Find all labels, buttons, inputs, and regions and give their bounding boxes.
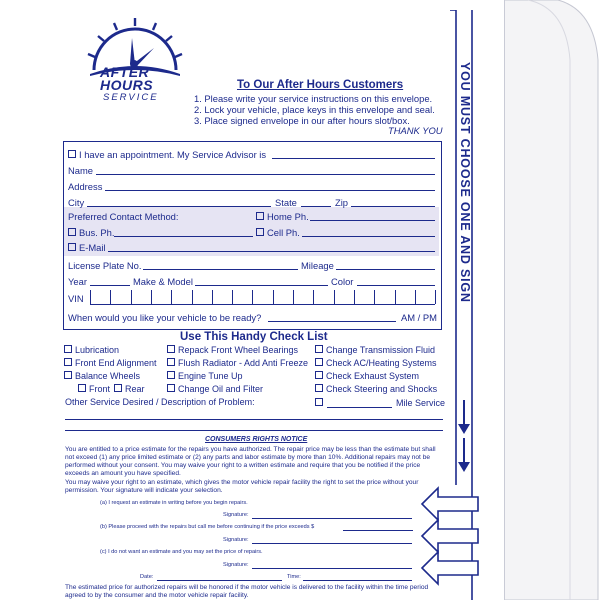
zip-field[interactable] bbox=[351, 206, 435, 207]
appointment-label: I have an appointment. My Service Advisor is bbox=[68, 149, 266, 160]
checklist-title: Use This Handy Check List bbox=[180, 331, 328, 343]
vin-box-divider bbox=[171, 290, 172, 304]
check-lubrication[interactable]: Lubrication bbox=[64, 345, 119, 355]
option-c-text: (c) I do not want an estimate and you may set the price of repairs. bbox=[100, 549, 263, 555]
envelope-flap bbox=[498, 0, 600, 600]
check-rear[interactable]: Rear bbox=[114, 384, 145, 394]
price-limit-field[interactable] bbox=[343, 530, 413, 531]
instruction-3: 3. Place signed envelope in our after hours slot/box. bbox=[194, 115, 410, 127]
state-field[interactable] bbox=[301, 206, 331, 207]
vin-box-divider bbox=[212, 290, 213, 304]
business-phone-field[interactable] bbox=[114, 236, 253, 237]
email-checkbox[interactable] bbox=[68, 243, 76, 251]
city-field[interactable] bbox=[87, 206, 271, 207]
license-plate-label: License Plate No. bbox=[68, 260, 142, 271]
checkbox[interactable] bbox=[167, 384, 175, 392]
name-label: Name bbox=[68, 165, 94, 176]
ready-time-field[interactable] bbox=[268, 321, 396, 322]
thank-you-text: THANK YOU bbox=[388, 125, 443, 136]
vin-box-divider bbox=[232, 290, 233, 304]
mileage-label: Mileage bbox=[301, 260, 334, 271]
checkbox[interactable] bbox=[64, 345, 72, 353]
mile-service-field[interactable] bbox=[327, 407, 392, 408]
year-field[interactable] bbox=[90, 285, 130, 286]
checkbox[interactable] bbox=[315, 384, 323, 392]
checkbox[interactable] bbox=[315, 358, 323, 366]
am-pm-label: AM / PM bbox=[401, 312, 437, 323]
email-field[interactable] bbox=[108, 251, 435, 252]
rights-footer-text: The estimated price for authorized repairs will be honored if the motor vehicle is delivered to the facility within the time period agreed to by the consumer and the motor vehicle repair facility. bbox=[65, 584, 429, 600]
license-plate-field[interactable] bbox=[143, 269, 298, 270]
year-label: Year bbox=[68, 276, 87, 287]
instruction-1: 1. Please write your service instructions on this envelope. bbox=[194, 93, 433, 104]
rights-notice-title: CONSUMERS RIGHTS NOTICE bbox=[205, 436, 308, 443]
home-phone-field[interactable] bbox=[310, 220, 435, 221]
signature-a-label: Signature: bbox=[223, 512, 249, 518]
state-label: State bbox=[275, 197, 297, 208]
option-b-text: (b) Please proceed with the repairs but call me before continuing if the price exceeds $ bbox=[100, 524, 315, 530]
page-title: To Our After Hours Customers bbox=[237, 79, 404, 91]
checkbox[interactable] bbox=[78, 384, 86, 392]
vin-label: VIN bbox=[68, 293, 84, 304]
check-mile-service[interactable] bbox=[315, 398, 326, 408]
vin-box-divider bbox=[252, 290, 253, 304]
checkbox[interactable] bbox=[64, 358, 72, 366]
down-arrow-icon bbox=[456, 438, 472, 474]
rights-paragraph-2: You may waive your right to an estimate, which gives the motor vehicle repair facility the right to set the price without your permission. Your signature will indicate your selection. bbox=[65, 479, 419, 495]
vin-box-divider bbox=[395, 290, 396, 304]
time-label: Time: bbox=[287, 574, 301, 580]
name-field[interactable] bbox=[96, 174, 435, 175]
check-front-end-alignment[interactable]: Front End Alignment bbox=[64, 358, 157, 368]
check-flush-radiator[interactable]: Flush Radiator - Add Anti Freeze bbox=[167, 358, 308, 368]
vin-box-divider bbox=[90, 290, 91, 304]
home-phone-checkbox[interactable] bbox=[256, 212, 264, 220]
vin-box-divider bbox=[374, 290, 375, 304]
make-model-label: Make & Model bbox=[133, 276, 193, 287]
instructions-list bbox=[194, 93, 435, 127]
signature-c-field[interactable] bbox=[252, 568, 412, 569]
vin-box-divider bbox=[415, 290, 416, 304]
check-repack-bearings[interactable]: Repack Front Wheel Bearings bbox=[167, 345, 298, 355]
vin-box-divider bbox=[131, 290, 132, 304]
left-arrow-icon bbox=[420, 518, 480, 554]
ready-time-label: When would you like your vehicle to be ready? bbox=[68, 312, 262, 323]
vin-box-divider bbox=[293, 290, 294, 304]
check-balance-wheels[interactable]: Balance Wheels bbox=[64, 371, 140, 381]
service-advisor-field[interactable] bbox=[272, 158, 435, 159]
rights-paragraph-1: You are entitled to a price estimate for the repairs you have authorized. The repair price may be less than the estimate but shall not exceed (1) any price limited estimate or (2) any parts and labor estimate by more than 10%. Additional repairs may not be performed without your consent. You may waive your right to a written estimate and require that you be notified if the price exceeds an amount you have specified. bbox=[65, 446, 436, 478]
left-arrow-icon bbox=[420, 550, 480, 586]
home-phone-label: Home Ph. bbox=[256, 211, 309, 222]
description-line-2[interactable] bbox=[65, 430, 443, 431]
vin-box-divider bbox=[273, 290, 274, 304]
vin-box-divider bbox=[334, 290, 335, 304]
vin-box-divider bbox=[110, 290, 111, 304]
address-label: Address bbox=[68, 181, 103, 192]
vin-field[interactable] bbox=[90, 304, 435, 305]
vin-box-divider bbox=[354, 290, 355, 304]
make-model-field[interactable] bbox=[195, 285, 328, 286]
mile-service-label: Mile Service bbox=[396, 398, 446, 408]
check-transmission-fluid[interactable]: Change Transmission Fluid bbox=[315, 345, 435, 355]
checkbox[interactable] bbox=[167, 358, 175, 366]
cell-phone-checkbox[interactable] bbox=[256, 228, 264, 236]
signature-b-label: Signature: bbox=[223, 537, 249, 543]
checkbox[interactable] bbox=[114, 384, 122, 392]
signature-b-field[interactable] bbox=[252, 543, 412, 544]
vin-box-divider bbox=[192, 290, 193, 304]
appointment-checkbox[interactable] bbox=[68, 150, 76, 158]
email-label: E-Mail bbox=[68, 242, 106, 253]
business-phone-checkbox[interactable] bbox=[68, 228, 76, 236]
check-oil-filter[interactable]: Change Oil and Filter bbox=[167, 384, 263, 394]
description-line-1[interactable] bbox=[65, 419, 443, 420]
vin-box-divider bbox=[151, 290, 152, 304]
color-label: Color bbox=[331, 276, 354, 287]
choose-one-and-sign-label: YOU MUST CHOOSE ONE AND SIGN bbox=[458, 62, 472, 303]
cell-phone-label: Cell Ph. bbox=[256, 227, 300, 238]
preferred-contact-label: Preferred Contact Method: bbox=[68, 211, 179, 222]
date-field[interactable] bbox=[157, 580, 282, 581]
vin-box-divider bbox=[435, 290, 436, 304]
checkbox[interactable] bbox=[315, 371, 323, 379]
city-label: City bbox=[68, 197, 85, 208]
time-field[interactable] bbox=[303, 580, 412, 581]
checkbox[interactable] bbox=[64, 371, 72, 379]
signature-c-label: Signature: bbox=[223, 562, 249, 568]
checkbox[interactable] bbox=[167, 371, 175, 379]
color-field[interactable] bbox=[357, 285, 435, 286]
instruction-2: 2. Lock your vehicle, place keys in this envelope and seal. bbox=[194, 104, 435, 116]
other-service-label: Other Service Desired / Description of Problem: bbox=[65, 397, 255, 407]
option-a-text: (a) I request an estimate in writing before you begin repairs. bbox=[100, 500, 248, 506]
logo-text-hours: HOURS bbox=[100, 77, 154, 93]
check-front[interactable]: Front bbox=[78, 384, 110, 394]
cell-phone-field[interactable] bbox=[302, 236, 435, 237]
vin-box-divider bbox=[313, 290, 314, 304]
check-steering-shocks[interactable]: Check Steering and Shocks bbox=[315, 384, 437, 394]
date-label: Date: bbox=[140, 574, 154, 580]
business-phone-label: Bus. Ph. bbox=[68, 227, 114, 238]
left-arrow-icon bbox=[420, 486, 480, 522]
checkbox[interactable] bbox=[315, 398, 323, 406]
address-field[interactable] bbox=[105, 190, 435, 191]
mileage-field[interactable] bbox=[336, 269, 435, 270]
logo-text-service: SERVICE bbox=[103, 92, 159, 103]
zip-label: Zip bbox=[335, 197, 349, 208]
check-engine-tune-up[interactable]: Engine Tune Up bbox=[167, 371, 243, 381]
checkbox[interactable] bbox=[167, 345, 175, 353]
checkbox[interactable] bbox=[315, 345, 323, 353]
check-ac-heating[interactable]: Check AC/Heating Systems bbox=[315, 358, 437, 368]
signature-a-field[interactable] bbox=[252, 518, 412, 519]
check-exhaust[interactable]: Check Exhaust System bbox=[315, 371, 419, 381]
logo-text-after: AFTER bbox=[100, 64, 150, 80]
down-arrow-icon bbox=[456, 400, 472, 436]
